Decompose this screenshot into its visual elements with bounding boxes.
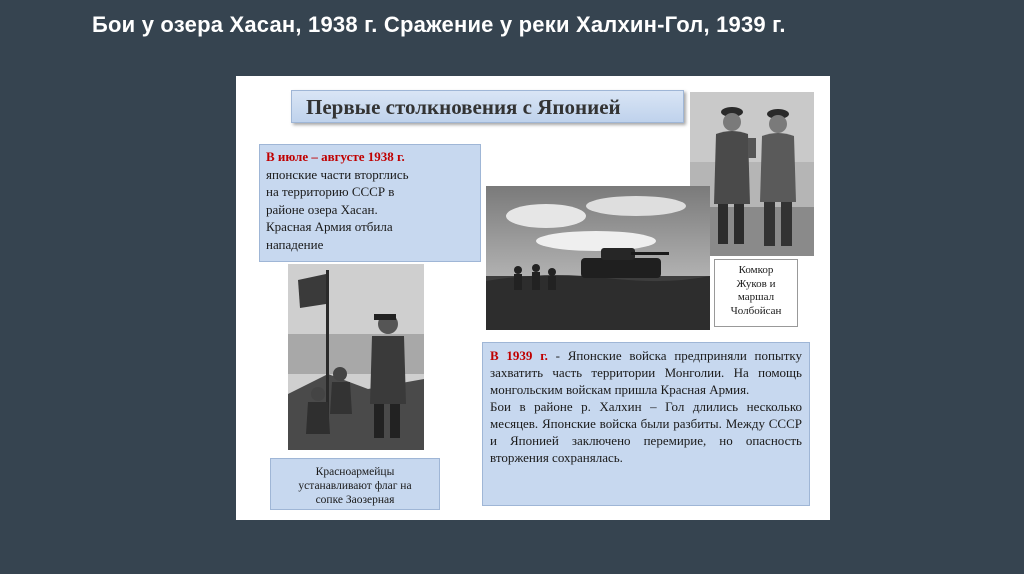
caption-line: Комкор (738, 264, 774, 276)
caption-line: Чолбойсан (730, 304, 782, 317)
khalkhin-second-paragraph: Бои в районе р. Халхин – Гол длились несколько месяцев. Японские войска были разбиты. Между СССР и Японией заключено перемирие, но опасность вторжения сохранялась. (490, 399, 802, 465)
hasan-line: районе озера Хасан. (266, 201, 378, 217)
battle-tank-photo (486, 186, 710, 330)
caption-line: Жуков и (736, 277, 776, 290)
hasan-1938-text (259, 144, 481, 262)
khalkhin-gol-1939-text (482, 342, 810, 506)
hasan-line: японские части вторглись (266, 166, 409, 182)
caption-line: устанавливают флаг на (298, 480, 412, 492)
zhukov-caption (714, 259, 798, 327)
slide-content-panel (236, 76, 830, 520)
khalkhin-intro-paragraph (490, 347, 802, 398)
hasan-line: на территорию СССР в (266, 184, 395, 199)
caption-line: сопке Заозерная (315, 494, 395, 506)
slide-title: Бои у озера Хасан, 1938 г. Сражение у реки Халхин-Гол, 1939 г. (92, 12, 786, 37)
caption-line: маршал (737, 291, 775, 303)
flag-caption (270, 458, 440, 510)
caption-line: Красноармейцы (315, 466, 395, 478)
khalkhin-date: В 1939 г. (490, 348, 548, 363)
khalkhin-intro-text: - Японские войска предприняли попытку захватить часть территории Монголии. На помощь монгольским войскам пришла Красная Армия. (490, 348, 803, 397)
hasan-line: нападение (266, 236, 324, 252)
flag-raising-photo (288, 264, 424, 450)
section-heading: Первые столкновения с Японией (291, 90, 684, 123)
hasan-line: Красная Армия отбила (266, 219, 393, 234)
hasan-date: В июле – августе 1938 г. (266, 149, 405, 164)
